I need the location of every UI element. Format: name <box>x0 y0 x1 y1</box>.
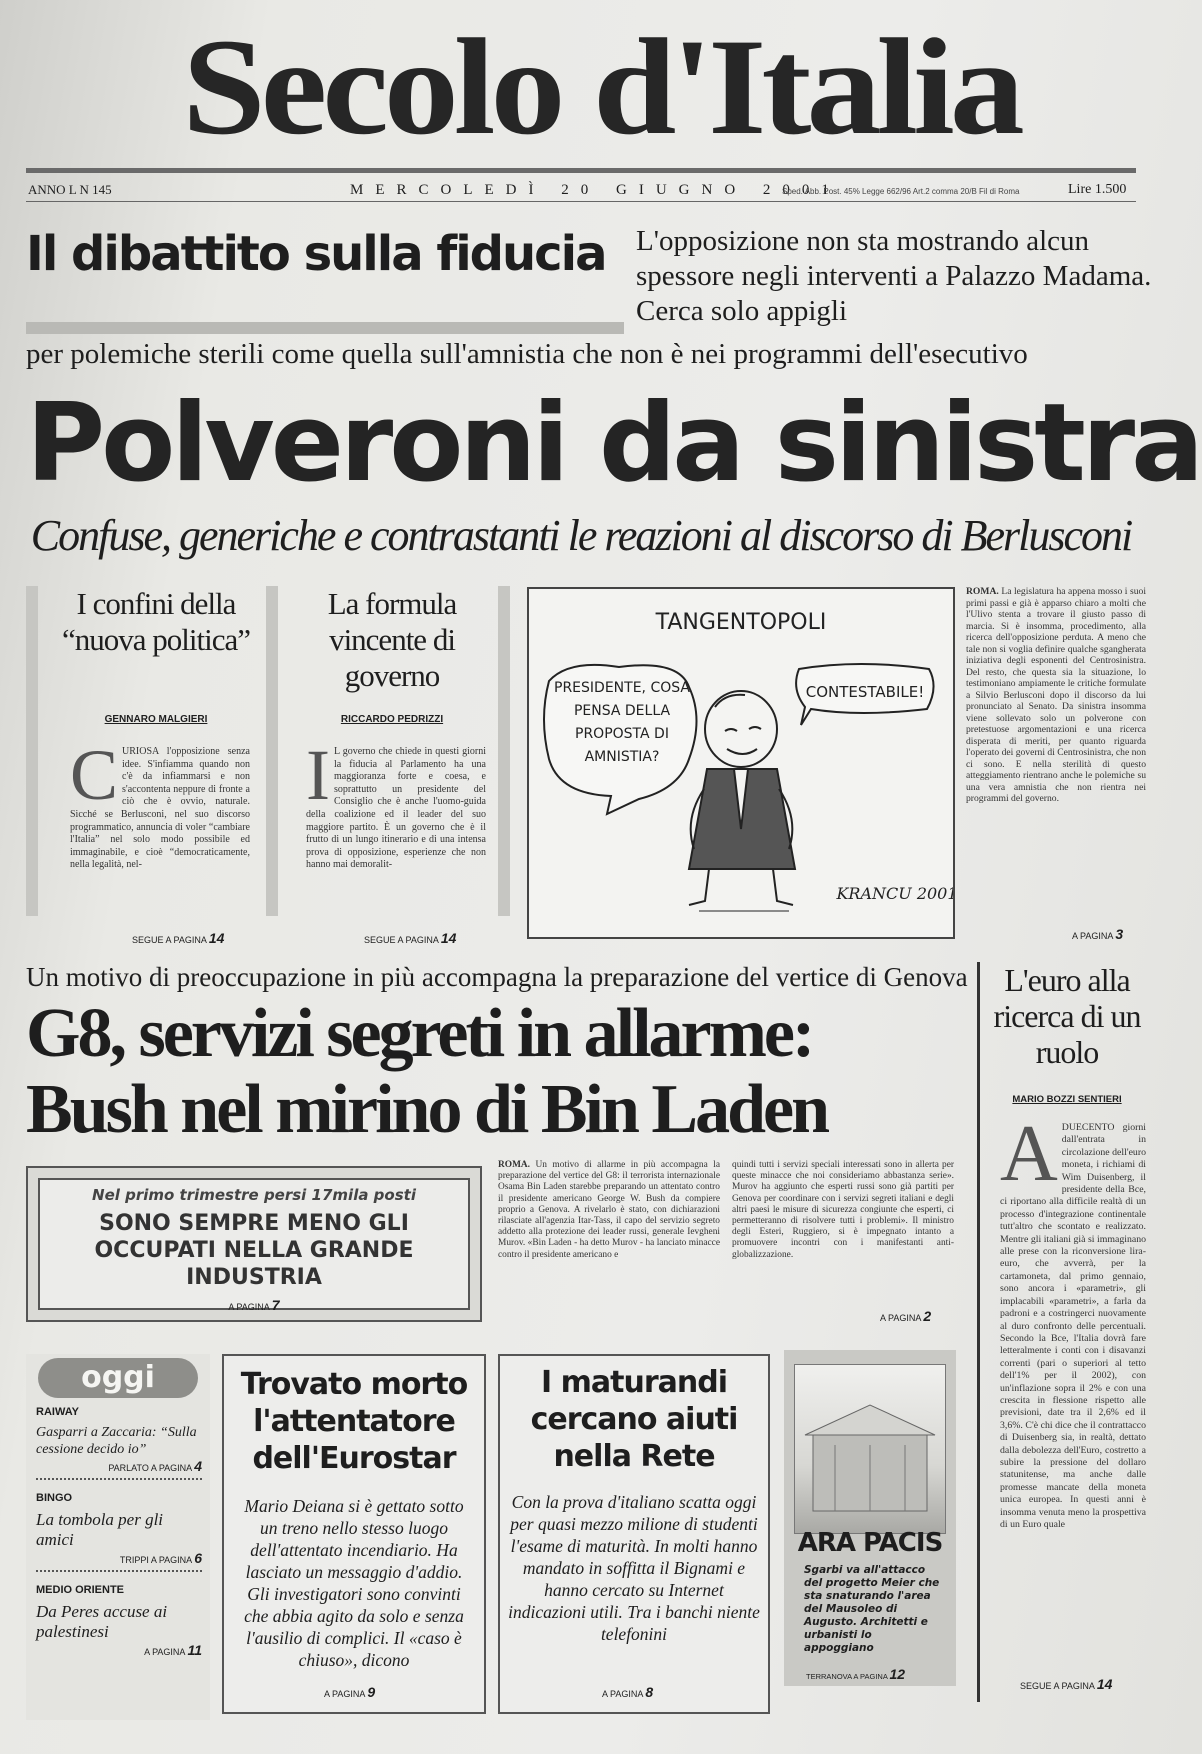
arapacis-continue[interactable] <box>806 1666 905 1682</box>
cartoon-signature: KRANCU 2001 <box>836 884 953 903</box>
lead-subtitle-line: per polemiche sterili come quella sull'amnistia che non è nei programmi dell'esecutivo <box>26 338 1028 370</box>
issue-date: MERCOLEDÌ 20 GIUGNO 2001 <box>350 182 841 198</box>
roma-continue[interactable] <box>1072 926 1123 942</box>
g8-body-col1 <box>498 1160 720 1324</box>
oggi-item-section: MEDIO ORIENTE <box>36 1584 125 1596</box>
euro-continue-page: 14 <box>1096 1676 1113 1692</box>
euro-body-text: DUECENTO giorni dall'entrata in circolazione dell'euro moneta, i richiami di Wim Duisenberg, il presidente della Bce, ci riportano alla difficile realtà di un processo d'integrazione continentale tutt'altro che scontato e realizzato. Mentre gli italiani già si immaginano alle prese con la riconversione lira-euro, che avverrà, per la cartamoneta, dal primo gennaio, sono ancora i «parametri», gli implacabili «parametri», a farla da padroni e a costringerci nuovamente al duro confronto delle percentuali. Secondo la Bce, l'Italia dovrà fare letteralmente i conti con i disavanzi correnti (pari o superiori al tetto dell'1% per il 2002), con un'inflazione sopra il 2% e con una crescita in flessione rispetto alle previsioni, date tra il 2,6% ed il 3,6%. C'è chi dice che il contrattacco di Duisenberg sia, in realtà, dettato dalla debolezza dell'Euro, costretto a subire la pressione del dollaro statunitense, ma anche dalle promesse mancate della moneta unica europea. In questi anni è insomma venuta meno la prospettiva di un Euro quale <box>1000 1122 1146 1530</box>
cartoon-drawing <box>529 589 953 937</box>
euro-title: L'euro alla ricerca di un ruolo <box>993 962 1141 1070</box>
maturandi-box[interactable] <box>498 1354 770 1714</box>
occupati-box-inner <box>38 1178 470 1313</box>
oggi-item-ref <box>36 1550 202 1572</box>
lead-kicker: Il dibattito sulla fiducia <box>26 226 606 282</box>
maturandi-headline: I maturandi cercano aiuti nella Rete <box>530 1365 738 1474</box>
oggi-label: oggi <box>38 1358 198 1398</box>
oggi-item-ref-page: 11 <box>187 1642 202 1658</box>
lead-kicker-rule <box>26 322 624 334</box>
col2-body <box>306 746 486 916</box>
maturandi-body: Con la prova d'italiano scatta oggi per quasi mezzo milione di studenti l'esame di maturità. In molti hanno mandato in soffitta il Bignami e hanno cercato su Internet indicazioni utili. Tra i banchi niente telefonini <box>508 1492 760 1644</box>
oggi-item-ref <box>36 1458 202 1480</box>
occupati-box <box>26 1166 482 1322</box>
oggi-item-ref-label: TRIPPI A PAGINA <box>119 1555 192 1565</box>
eurostar-continue-label: A PAGINA <box>324 1689 365 1699</box>
col2-dropcap: I <box>306 746 330 815</box>
roma-column-body <box>966 586 1146 916</box>
occupati-continue-page: 7 <box>271 1297 280 1313</box>
arapacis-body: Sgarbi va all'attacco del progetto Meier che sta snaturando l'area del Mausoleo di Augusto. Architetti e urbanisti lo appoggiano <box>804 1564 940 1654</box>
speech-bubble-left-text: PRESIDENTE, COSA PENSA DELLA PROPOSTA DI AMNISTIA? <box>554 680 690 765</box>
eurostar-continue-page: 9 <box>367 1684 376 1700</box>
col1-continue[interactable] <box>132 930 224 946</box>
col2-title: La formula vincente di governo <box>327 586 457 693</box>
col2-shade-right <box>498 586 510 916</box>
oggi-item-text: Da Peres accuse ai palestinesi <box>36 1602 168 1641</box>
maturandi-continue-label: A PAGINA <box>602 1689 643 1699</box>
euro-body <box>1000 1122 1146 1662</box>
occupati-headline: SONO SEMPRE MENO GLI OCCUPATI NELLA GRANDE INDUSTRIA <box>94 1211 414 1290</box>
g8-body-col2: quindi tutti i servizi speciali interessati sono in allerta per queste minacce che noi consideriamo abbastanza serie». Murov ha aggiunto che esperti russi sono già partiti per Genova per coordinare con i servizi segreti italiani e degli altri paesi le misure di sicurezza congiunte che esperti, ci permetteranno di risolvere tutti i problemi». Il ministro degli Esteri, Ruggiero, si è impegnato intanto a promuovere incontri con i manifestanti anti-globalizzazione. <box>732 1160 954 1260</box>
maturandi-continue[interactable] <box>602 1684 653 1700</box>
dateline-rule-bottom <box>26 201 1136 202</box>
oggi-item[interactable] <box>26 1398 210 1480</box>
g8-body-col1-text: Un motivo di allarme in più accompagna la preparazione del vertice del G8: il terrorista internazionale Osama Bin Laden starebbe preparando un attentato contro il presidente americano George W. Bush da compiere proprio a Genova. A rivelarlo è stato, con dichiarazioni rilasciate all'agenzia Itar-Tass, il capo del servizio segreto addetto alla protezione dei leader russi, generale Ievgheni Murov. «Bin Laden - ha detto Murov - ha lanciato minacce contro il presidente americano e <box>498 1160 720 1260</box>
oggi-sidebar <box>26 1354 210 1720</box>
col2-byline: RICCARDO PEDRIZZI <box>340 714 444 725</box>
issue-number: ANNO L N 145 <box>28 182 112 197</box>
building-photo-icon <box>795 1365 945 1533</box>
cartoon <box>527 587 955 939</box>
oggi-item[interactable] <box>26 1480 210 1572</box>
roma-body-text: La legislatura ha appena mosso i suoi primi passi e già è apparso chiaro a molti che l'Ulivo stenta a trovare il giusto passo di marcia. Si è insomma, procedimento, alla ricerca dell'opposizione perduta. A meno che tale non si voglia definire qualche sgangherata iniziativa degli esponenti del Centrosinistra. Del resto, che questa sia la situazione, lo testimoniano ampiamente le critiche formulate a Silvio Berlusconi dopo il discorso da lui pronunciato al Senato. Da sinistra insomma viene sollevato solo un polverone con pretestuose argomentazioni e una ricerca disperata di meriti, per quanto riguarda l'operato dei governi di Centrosinistra, che non ci sono. E nella sterilità di questo atteggiamento rientrano anche le polemiche su una vera amnistia che non rientra nei programmi del governo. <box>966 586 1146 804</box>
oggi-item-ref-page: 4 <box>194 1458 202 1474</box>
oggi-item-ref-label: A PAGINA <box>144 1647 185 1657</box>
occupati-kicker: Nel primo trimestre persi 17mila posti <box>92 1186 416 1204</box>
euro-continue[interactable] <box>1020 1676 1112 1692</box>
g8-kicker: Un motivo di preoccupazione in più accompagna la preparazione del vertice di Genova <box>26 962 968 992</box>
arapacis-photo <box>794 1364 946 1534</box>
col1-title: I confini della “nuova politica” <box>62 586 250 657</box>
g8-continue-label: A PAGINA <box>880 1313 921 1323</box>
eurostar-headline: Trovato morto l'attentatore dell'Eurostar <box>240 1367 468 1476</box>
lead-headline: Polveroni da sinistra <box>26 381 1201 506</box>
euro-byline: MARIO BOZZI SENTIERI <box>1012 1094 1122 1105</box>
col2-shade <box>266 586 278 916</box>
g8-continue-page: 2 <box>923 1308 932 1324</box>
dateline-rule <box>26 168 1136 173</box>
euro-continue-label: SEGUE A PAGINA <box>1020 1681 1095 1691</box>
arapacis-continue-page: 12 <box>889 1666 906 1682</box>
col1-body-text: URIOSA l'opposizione senza idee. S'infiamma quando non c'è da infiammarsi e non s'accontenta neppure di fronte a ciò che è ovvio, naturale. Sicché se Berlusconi, nel suo discorso programmatico, annuncia di voler “cambiare l'Italia” nel solo modo possibile ed immaginabile, e cioè “democraticamente, nella legalità, nel- <box>70 746 250 871</box>
g8-dateline: ROMA. <box>498 1160 531 1170</box>
oggi-item[interactable] <box>26 1572 210 1658</box>
col1-continue-label: SEGUE A PAGINA <box>132 935 207 945</box>
occupati-continue[interactable] <box>40 1297 468 1313</box>
oggi-item-text: Gasparri a Zaccaria: “Sulla cessione decido io” <box>36 1425 197 1457</box>
masthead-title: Secolo d'Italia <box>182 10 1020 164</box>
arapacis-box[interactable] <box>784 1350 956 1686</box>
col1-dropcap: C <box>70 746 119 815</box>
oggi-item-ref-page: 6 <box>194 1550 202 1566</box>
maturandi-continue-page: 8 <box>645 1684 654 1700</box>
roma-dateline: ROMA. <box>966 586 999 597</box>
cartoon-title: TANGENTOPOLI <box>655 610 827 635</box>
eurostar-box[interactable] <box>222 1354 486 1714</box>
oggi-item-ref <box>36 1642 202 1658</box>
col2-body-text: L governo che chiede in questi giorni la fiducia al Parlamento ha una maggioranza forte e coesa, e soprattutto un presidente del Consiglio che è anche l'uomo-guida della coalizione ed il leader del suo maggiore partito. È un governo che è il frutto di un lungo itinerario e di una intensa prova di opposizione, esperienze che non hanno mai demoralit- <box>306 746 486 871</box>
eurostar-continue[interactable] <box>324 1684 375 1700</box>
arapacis-headline: ARA PACIS <box>797 1528 943 1558</box>
oggi-item-text: La tombola per gli amici <box>36 1510 164 1549</box>
col2-continue[interactable] <box>364 930 456 946</box>
oggi-item-section: RAIWAY <box>36 1406 79 1418</box>
col2-continue-label: SEGUE A PAGINA <box>364 935 439 945</box>
roma-continue-page: 3 <box>1115 926 1124 942</box>
oggi-item-ref-label: PARLATO A PAGINA <box>108 1463 192 1473</box>
col2-continue-page: 14 <box>440 930 457 946</box>
col1-shade <box>26 586 38 916</box>
occupati-continue-label: A PAGINA <box>228 1302 270 1312</box>
euro-column-rule <box>977 962 980 1702</box>
g8-continue[interactable] <box>880 1308 931 1324</box>
berlusconi-caricature-icon <box>689 691 795 911</box>
speech-bubble-right-text: CONTESTABILE! <box>805 683 925 701</box>
arapacis-continue-label: TERRANOVA A PAGINA <box>806 1672 888 1681</box>
oggi-item-section: BINGO <box>36 1492 73 1504</box>
col1-byline: GENNARO MALGIERI <box>104 714 208 725</box>
col1-body <box>70 746 250 916</box>
lead-subtitle-block: L'opposizione non sta mostrando alcun spessore negli interventi a Palazzo Madama. Cerca solo appigli <box>636 225 1152 327</box>
price: Lire 1.500 <box>1068 182 1127 197</box>
eurostar-body: Mario Deiana si è gettato sotto un treno nello stesso luogo dell'attentato incendiario. Ha lasciato un messaggio d'addio. Gli investigatori sono convinti che abbia agito da solo e senza l'ausilio di complici. Il «caso è chiuso», dicono <box>244 1496 464 1670</box>
postal-note: Sped. Abb. Post. 45% Legge 662/96 Art.2 comma 20/B Fil di Roma <box>782 187 1020 196</box>
col1-continue-page: 14 <box>208 930 225 946</box>
roma-continue-label: A PAGINA <box>1072 931 1113 941</box>
euro-dropcap: A <box>1000 1122 1058 1198</box>
g8-headline: G8, servizi segreti in allarme: Bush nel mirino di Bin Laden <box>26 995 828 1148</box>
lead-subheadline: Confuse, generiche e contrastanti le reazioni al discorso di Berlusconi <box>30 511 1132 560</box>
